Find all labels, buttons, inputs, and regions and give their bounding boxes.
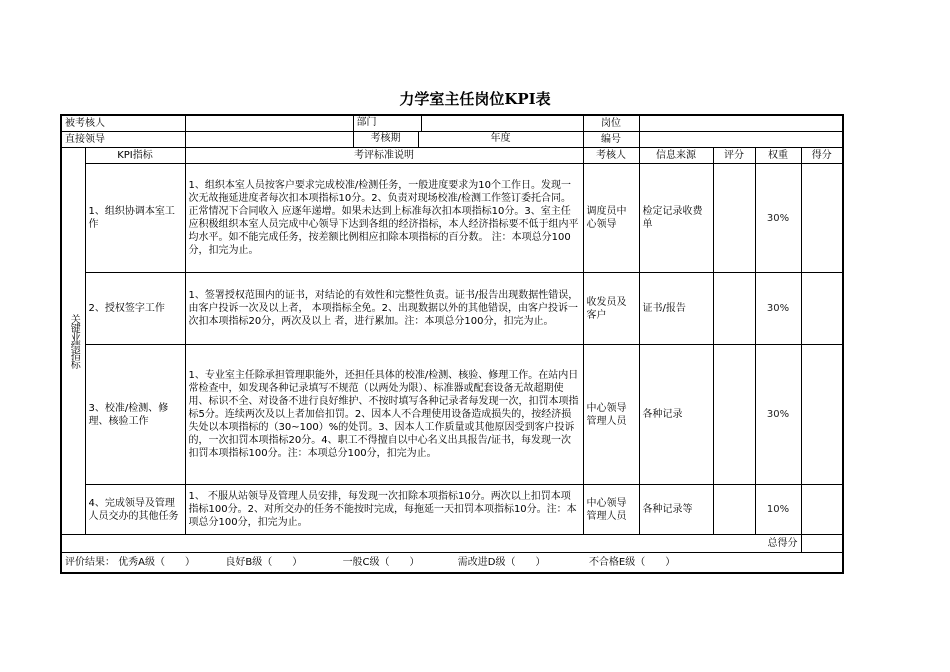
col-weight: 权重 — [755, 148, 801, 164]
number-value[interactable] — [639, 132, 843, 148]
criteria-text: 1、签署授权范围内的证书，对结论的有效性和完整性负责。证书/报告出现数据性错误，由客户投诉一次及以上者， 本项指标全免。2、出现数据以外的其他错误，由客户投诉一次扣本项指标20分，两次及以上 者，进行累加。注：本项总分100分，扣完为止。 — [185, 273, 583, 345]
result-option-c[interactable]: 一般C级（ ） — [342, 556, 420, 568]
info-source: 各种记录等 — [639, 485, 713, 535]
col-points: 得分 — [801, 148, 843, 164]
kpi-name: 3、校准/检测、修理、核验工作 — [85, 345, 185, 485]
col-source: 信息来源 — [639, 148, 713, 164]
assessor: 调度员中心领导 — [583, 164, 639, 273]
points-cell[interactable] — [801, 485, 843, 535]
weight: 30% — [755, 164, 801, 273]
criteria-text: 1、组织本室人员按客户要求完成校准/检测任务，一般进度要求为10个工作日。发现一次无故拖延进度者每次扣本项指标10分。2、负责对现场校准/检测工作签订委托合同。正常情况下合同收入 应逐年递增。如果未达到上标准每次扣本项指标10分。3、室主任应积极组织本室人员完成中心领导下达到各组的经济指标，本人经济指标要不低于组内平均水平。如不能完成任务，按差额比例相应扣除本项指标的百分数。 注：本项总分100分，扣完为止。 — [185, 164, 583, 273]
score-cell[interactable] — [713, 345, 755, 485]
period-label: 考核期 — [354, 132, 419, 147]
score-cell[interactable] — [713, 164, 755, 273]
period-cell — [185, 132, 583, 148]
total-label: 总得分 — [61, 535, 801, 553]
year-label: 年度 — [490, 133, 511, 144]
table-row — [61, 164, 843, 273]
weight: 10% — [755, 485, 801, 535]
dept-value[interactable] — [422, 116, 583, 131]
points-cell[interactable] — [801, 345, 843, 485]
col-score: 评分 — [713, 148, 755, 164]
assessor: 中心领导管理人员 — [583, 345, 639, 485]
col-criteria: 考评标准说明 — [185, 148, 583, 164]
column-header-row — [61, 148, 843, 164]
result-cell — [61, 553, 843, 573]
header-row-2 — [61, 132, 843, 148]
page-title: 力学室主任岗位KPI表 — [399, 90, 551, 108]
header-row-1 — [61, 115, 843, 132]
number-label: 编号 — [583, 132, 639, 148]
kpi-name: 4、完成领导及管理人员交办的其他任务 — [85, 485, 185, 535]
info-source: 检定记录收费单 — [639, 164, 713, 273]
result-option-d[interactable]: 需改进D级（ ） — [457, 556, 546, 568]
assessee-value[interactable] — [185, 115, 583, 132]
dept-label: 部门 — [354, 116, 422, 131]
kpi-name: 1、组织协调本室工作 — [85, 164, 185, 273]
table-row — [61, 273, 843, 345]
direct-leader-value[interactable] — [186, 132, 354, 147]
info-source: 各种记录 — [639, 345, 713, 485]
table-row — [61, 485, 843, 535]
assessee-label: 被考核人 — [61, 115, 185, 132]
table-row — [61, 345, 843, 485]
position-label: 岗位 — [583, 115, 639, 132]
position-value[interactable] — [639, 115, 843, 132]
result-label: 评价结果： — [65, 556, 115, 568]
assessor: 收发员及客户 — [583, 273, 639, 345]
weight: 30% — [755, 273, 801, 345]
result-option-b[interactable]: 良好B级（ ） — [225, 556, 303, 568]
direct-leader-label: 直接领导 — [61, 132, 185, 148]
score-cell[interactable] — [713, 485, 755, 535]
col-kpi: KPI指标 — [85, 148, 185, 164]
score-cell[interactable] — [713, 273, 755, 345]
result-option-e[interactable]: 不合格E级（ ） — [588, 556, 676, 568]
criteria-text: 1、专业室主任除承担管理职能外，还担任具体的校准/检测、核验、修理工作。在站内日常检查中，如发现各种记录填写不规范（以两处为限）、标准器或配套设备无故超期使用、标识不全、对设备不进行良好维护、不按时填写各种记录者每发现一次，扣罚本项指标5分。连续两次及以上者加倍扣罚。2、因本人不合理使用设备造成损失的，按经济损失处以本项指标的（30~100）%的处罚。3、因本人工作质量或其他原因受到客户投诉的，一次扣罚本项指标20分。4、职工不得擅自以中心名义出具报告/证书，每发现一次扣罚本项指标100分。注：本项总分100分，扣完为止。 — [185, 345, 583, 485]
weight: 30% — [755, 345, 801, 485]
points-cell[interactable] — [801, 273, 843, 345]
category-label: 关键业绩指标 — [68, 314, 80, 368]
kpi-name: 2、授权签字工作 — [85, 273, 185, 345]
result-option-a[interactable]: 优秀A级（ ） — [118, 556, 196, 568]
kpi-table — [60, 114, 844, 574]
result-row — [61, 553, 843, 573]
category-cell — [61, 148, 85, 535]
assessor: 中心领导管理人员 — [583, 485, 639, 535]
info-source: 证书/报告 — [639, 273, 713, 345]
col-assessor: 考核人 — [583, 148, 639, 164]
total-row — [61, 535, 843, 553]
points-cell[interactable] — [801, 164, 843, 273]
total-score-cell[interactable] — [801, 535, 843, 553]
criteria-text: 1、 不服从站领导及管理人员安排，每发现一次扣除本项指标10分。两次以上扣罚本项指标100分。2、对所交办的任务不能按时完成，每拖延一天扣罚本项指标10分。注：本项总分100分，扣完为止。 — [185, 485, 583, 535]
